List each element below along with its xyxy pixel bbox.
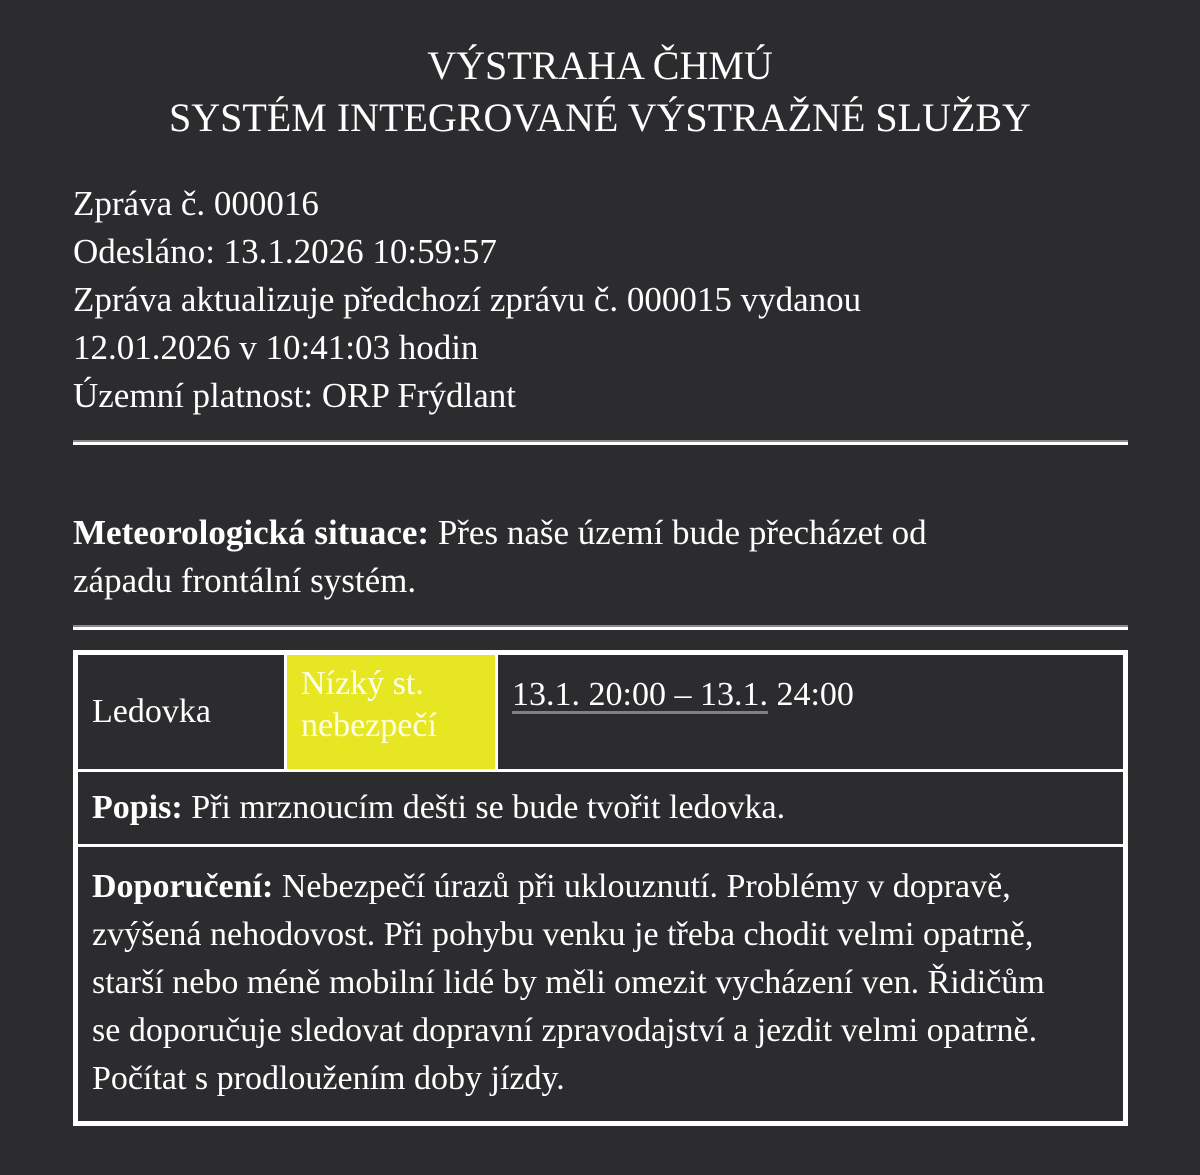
meteorological-situation (73, 509, 1128, 605)
situation-text-1: Přes naše území bude přecházet od (429, 513, 927, 552)
situation-label: Meteorologická situace: (73, 513, 430, 552)
time-end: 24:00 (767, 676, 854, 713)
description-text: Při mrznoucím dešti se bude tvořit ledovka. (182, 789, 786, 826)
message-metadata (73, 180, 1128, 420)
warning-row (78, 655, 1123, 769)
recommendation-line-4: se doporučuje sledovat dopravní zpravodajství a jezdit velmi opatrně. (92, 1012, 1038, 1049)
sent-timestamp: Odesláno: 13.1.2026 10:59:57 (73, 232, 497, 271)
level-line-1: Nízký st. (301, 665, 424, 702)
warning-document (73, 0, 1128, 1126)
title-line-1: VÝSTRAHA ČHMÚ (427, 43, 773, 88)
warning-table (73, 650, 1128, 1126)
level-line-2: nebezpečí (301, 707, 437, 744)
recommendation-label: Doporučení: (92, 868, 274, 905)
description-row (78, 772, 1123, 844)
warning-time (498, 655, 1123, 769)
recommendation-row (78, 847, 1123, 1121)
warning-type: Ledovka (78, 655, 284, 769)
warning-recommendation (78, 847, 1123, 1121)
recommendation-line-2: zvýšená nehodovost. Při pohybu venku je třeba chodit velmi opatrně, (92, 916, 1034, 953)
divider (73, 440, 1128, 445)
time-range-link[interactable]: 13.1. 20:00 – 13.1. (512, 676, 768, 713)
warning-description (78, 772, 1123, 844)
recommendation-line-1: Nebezpečí úrazů při uklouznutí. Problémy v dopravě, (273, 868, 1011, 905)
updates-previous-line-2: 12.01.2026 v 10:41:03 hodin (73, 328, 479, 367)
title-line-2: SYSTÉM INTEGROVANÉ VÝSTRAŽNÉ SLUŽBY (169, 95, 1031, 140)
recommendation-line-3: starší nebo méně mobilní lidé by měli omezit vycházení ven. Řidičům (92, 964, 1045, 1001)
situation-text-2: západu frontální systém. (73, 561, 417, 600)
recommendation-line-5: Počítat s prodloužením doby jízdy. (92, 1060, 565, 1097)
territorial-validity: Územní platnost: ORP Frýdlant (73, 376, 516, 415)
divider (73, 625, 1128, 630)
page-title (0, 40, 1200, 144)
warning-level-badge (287, 655, 495, 769)
description-label: Popis: (92, 789, 183, 826)
updates-previous-line-1: Zpráva aktualizuje předchozí zprávu č. 000015 vydanou (73, 280, 862, 319)
message-number: Zpráva č. 000016 (73, 184, 319, 223)
